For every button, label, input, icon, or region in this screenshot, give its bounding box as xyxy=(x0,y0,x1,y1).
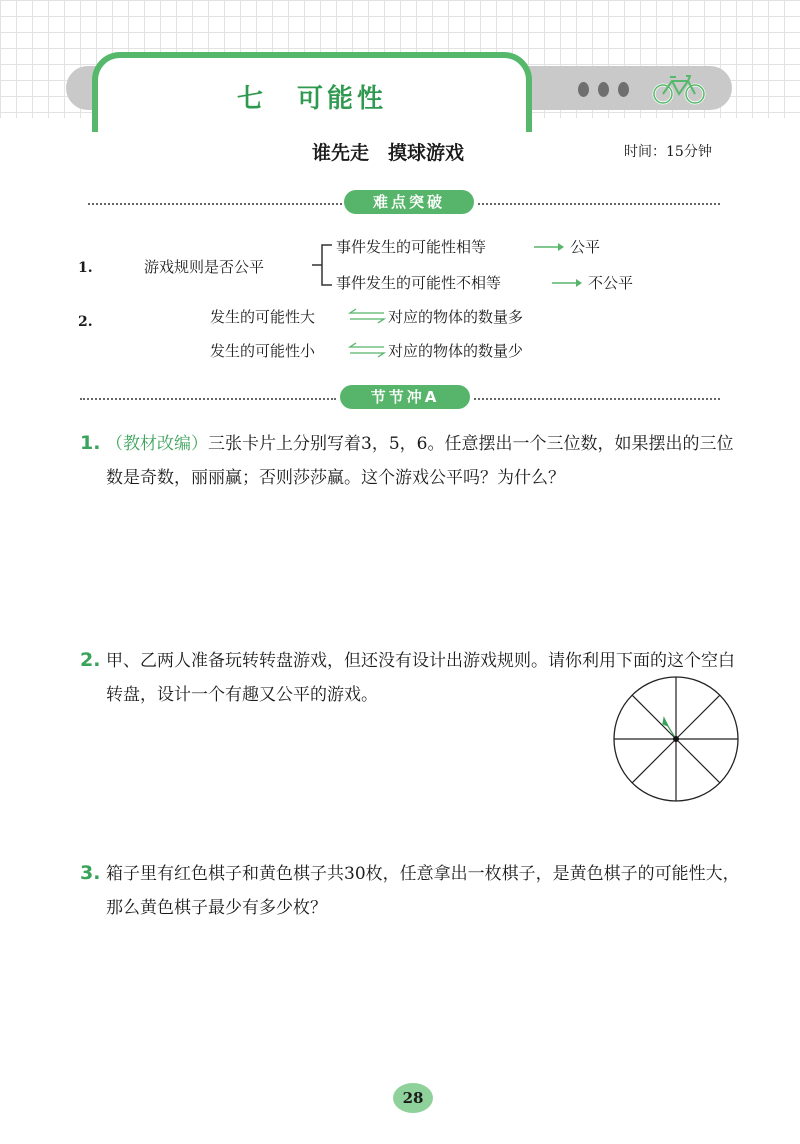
divider xyxy=(80,398,336,400)
branch-unequal: 事件发生的可能性不相等 xyxy=(336,274,502,292)
result-unfair: 不公平 xyxy=(588,274,634,292)
section-label-difficulty: 难点突破 xyxy=(344,190,474,214)
double-arrow-icon xyxy=(348,308,386,324)
quantity-few: 对应的物体的数量少 xyxy=(388,342,524,360)
arrow-icon xyxy=(550,276,584,290)
question-source: （教材改编） xyxy=(106,434,208,454)
likelihood-small: 发生的可能性小 xyxy=(210,342,316,360)
question-number: 3. xyxy=(80,862,101,884)
section-label-practice: 节节冲A xyxy=(340,385,470,409)
lesson-title: 谁先走 摸球游戏 xyxy=(312,142,465,164)
branch-equal: 事件发生的可能性相等 xyxy=(336,238,487,256)
bicycle-icon xyxy=(652,72,706,106)
divider xyxy=(478,203,720,205)
spinner-wheel xyxy=(612,675,740,803)
question-text xyxy=(106,427,746,495)
arrow-icon xyxy=(532,240,566,254)
question-body: 三张卡片上分别写着3，5，6。任意摆出一个三位数，如果摆出的三位数是奇数，丽丽赢；否则莎莎赢。这个游戏公平吗？为什么？ xyxy=(106,434,734,488)
page-number: 28 xyxy=(393,1083,433,1113)
likelihood-big: 发生的可能性大 xyxy=(210,308,316,326)
result-fair: 公平 xyxy=(570,238,601,256)
double-arrow-icon xyxy=(348,342,386,358)
question-number: 2. xyxy=(80,649,101,671)
quantity-many: 对应的物体的数量多 xyxy=(388,308,524,326)
question-text: 箱子里有红色棋子和黄色棋子共30枚，任意拿出一枚棋子，是黄色棋子的可能性大，那么黄色棋子最少有多少枚？ xyxy=(106,864,740,918)
decorative-dots xyxy=(578,82,638,101)
point-root: 游戏规则是否公平 xyxy=(144,258,265,276)
point-number: 1. xyxy=(78,260,93,276)
question-number: 1. xyxy=(80,432,101,454)
point-number: 2. xyxy=(78,314,93,330)
chapter-tab xyxy=(92,52,532,132)
time-label: 时间：15分钟 xyxy=(624,144,712,160)
bracket xyxy=(308,242,336,288)
divider xyxy=(88,203,342,205)
divider xyxy=(474,398,720,400)
spinner-center xyxy=(673,736,679,742)
chapter-title: 七 可能性 xyxy=(236,84,387,114)
question-text: 甲、乙两人准备玩转转盘游戏，但还没有设计出游戏规则。请你利用下面的这个空白转盘，设计一个有趣又公平的游戏。 xyxy=(106,651,735,705)
